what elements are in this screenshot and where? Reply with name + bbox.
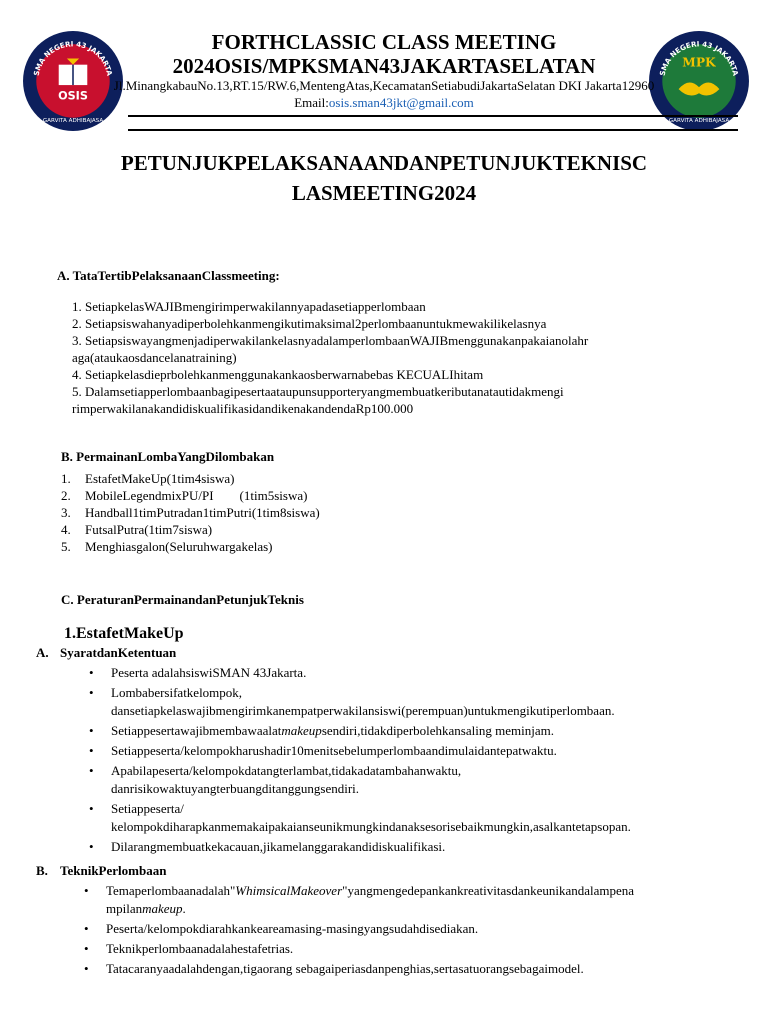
letterhead-divider-top [128, 115, 738, 117]
sub-a-list [89, 664, 749, 858]
sub-a-heading: A. SyaratdanKetentuan [36, 645, 177, 660]
list-item: • Setiappesertawajibmembawaalatmakeupsendiri,tidakdiperbolehkansaling meminjam. [89, 722, 749, 740]
section-a-item: 1. SetiapkelasWAJIBmengirimperwakilannyapadasetiapperlombaan [72, 299, 426, 314]
list-item: 5. Menghiasgalon(Seluruhwargakelas) [61, 539, 273, 554]
list-item: • Peserta/kelompokdiarahkankeareamasing-masingyangsudahdisediakan. [84, 920, 754, 938]
email-label: Email: [294, 95, 329, 110]
svg-text:OSIS: OSIS [58, 89, 88, 103]
list-item: • Teknikperlombaanadalahestafetrias. [84, 940, 754, 958]
section-a-item: 5. Dalamsetiapperlombaanbagipesertaataupunsupporteryangmembuatkeributanatautidakmengi [72, 384, 564, 399]
svg-text:SMA NEGERI 43 JAKARTA: SMA NEGERI 43 JAKARTA [31, 39, 115, 77]
letterhead-address: Jl.MinangkabauNo.13,RT.15/RW.6,MentengAtas,KecamatanSetiabudiJakartaSelatan DKI Jakarta12960 [113, 78, 655, 93]
svg-text:GARVITA ADHIBAJASA: GARVITA ADHIBAJASA [668, 117, 730, 124]
section-b-list [61, 470, 320, 555]
section-a-item: 3. SetiapsiswayangmenjadiperwakilankelasnyadalamperlombaanWAJIBmenggunakanpakaianolahr [72, 333, 589, 348]
document-title-line1: PETUNJUKPELAKSANAANDANPETUNJUKTEKNISC [120, 151, 648, 175]
svg-text:GARVITA ADHIBAJASA: GARVITA ADHIBAJASA [42, 117, 104, 124]
list-item: 1. EstafetMakeUp(1tim4siswa) [61, 471, 235, 486]
section-b-heading: B. PermainanLombaYangDilombakan [61, 449, 275, 464]
list-item: 4. FutsalPutra(1tim7siswa) [61, 522, 213, 537]
section-a-heading: A. TataTertibPelaksanaanClassmeeting: [57, 268, 280, 283]
list-item: • Tatacaranyaadalahdengan,tigaorang sebagaiperiasdanpenghias,sertasatuorangsebagaimodel. [84, 960, 754, 978]
list-item: • Peserta adalahsiswiSMAN 43Jakarta. [89, 664, 749, 682]
svg-text:MPK: MPK [682, 55, 716, 70]
list-item: 2. MobileLegendmixPU/PI (1tim5siswa) [61, 488, 308, 503]
list-item: • Dilarangmembuatkekacauan,jikamelanggarakandidiskualifikasi. [89, 838, 749, 856]
sub-b-list [84, 882, 754, 980]
game-title: 1.EstafetMakeUp [64, 625, 184, 642]
list-item: • Apabilapeserta/kelompokdatangterlambat,tidakadatambahanwaktu, danrisikowaktuyangterbuangditanggungsendiri. [89, 762, 749, 798]
list-item: • Lombabersifatkelompok, dansetiapkelaswajibmengirimkanempatperwakilansiswi(perempuan)untukmengikutiperlombaan. [89, 684, 749, 720]
letterhead-title-line2: 2024OSIS/MPKSMAN43JAKARTASELATAN [172, 54, 596, 78]
list-item: • Setiappeserta/kelompokharushadir10menitsebelumperlombaandimulaidantepatwaktu. [89, 742, 749, 760]
letterhead-title-line1: FORTHCLASSIC CLASS MEETING [211, 30, 557, 54]
email-link[interactable]: osis.sman43jkt@gmail.com [328, 95, 474, 110]
section-a-item: 4. Setiapkelasdieprbolehkanmenggunakankaosberwarnabebas KECUALIhitam [72, 367, 484, 382]
section-c-heading: C. PeraturanPermainandanPetunjukTeknis [61, 592, 304, 607]
list-item: 3. Handball1timPutradan1timPutri(1tim8siswa) [61, 505, 320, 520]
document-title [0, 148, 768, 208]
svg-text:SMA NEGERI 43 JAKARTA: SMA NEGERI 43 JAKARTA [657, 39, 741, 77]
document-title-line2: LASMEETING2024 [291, 181, 477, 205]
letterhead-divider-bottom [128, 129, 738, 131]
list-item: • Temaperlombaanadalah"WhimsicalMakeover"yangmengedepankankreativitasdankeunikandalampena mpilanmakeup. [84, 882, 754, 918]
sub-b-heading: B. TeknikPerlombaan [36, 863, 167, 878]
letterhead-title [0, 30, 768, 78]
section-a-item: 2. Setiapsiswahanyadiperbolehkanmengikutimaksimal2perlombaanuntukmewakilikelasnya [72, 316, 547, 331]
letterhead-email [0, 95, 768, 111]
section-a-item: aga(ataukaosdancelanatraining) [72, 350, 237, 365]
list-item: • Setiappeserta/ kelompokdiharapkanmemakaipakaianseunikmungkindanaksesorisebaikmungkin,asalkantetapsopan. [89, 800, 749, 836]
section-a-item: rimperwakilanakandidiskualifikasidandikenakandendaRp100.000 [72, 401, 414, 416]
